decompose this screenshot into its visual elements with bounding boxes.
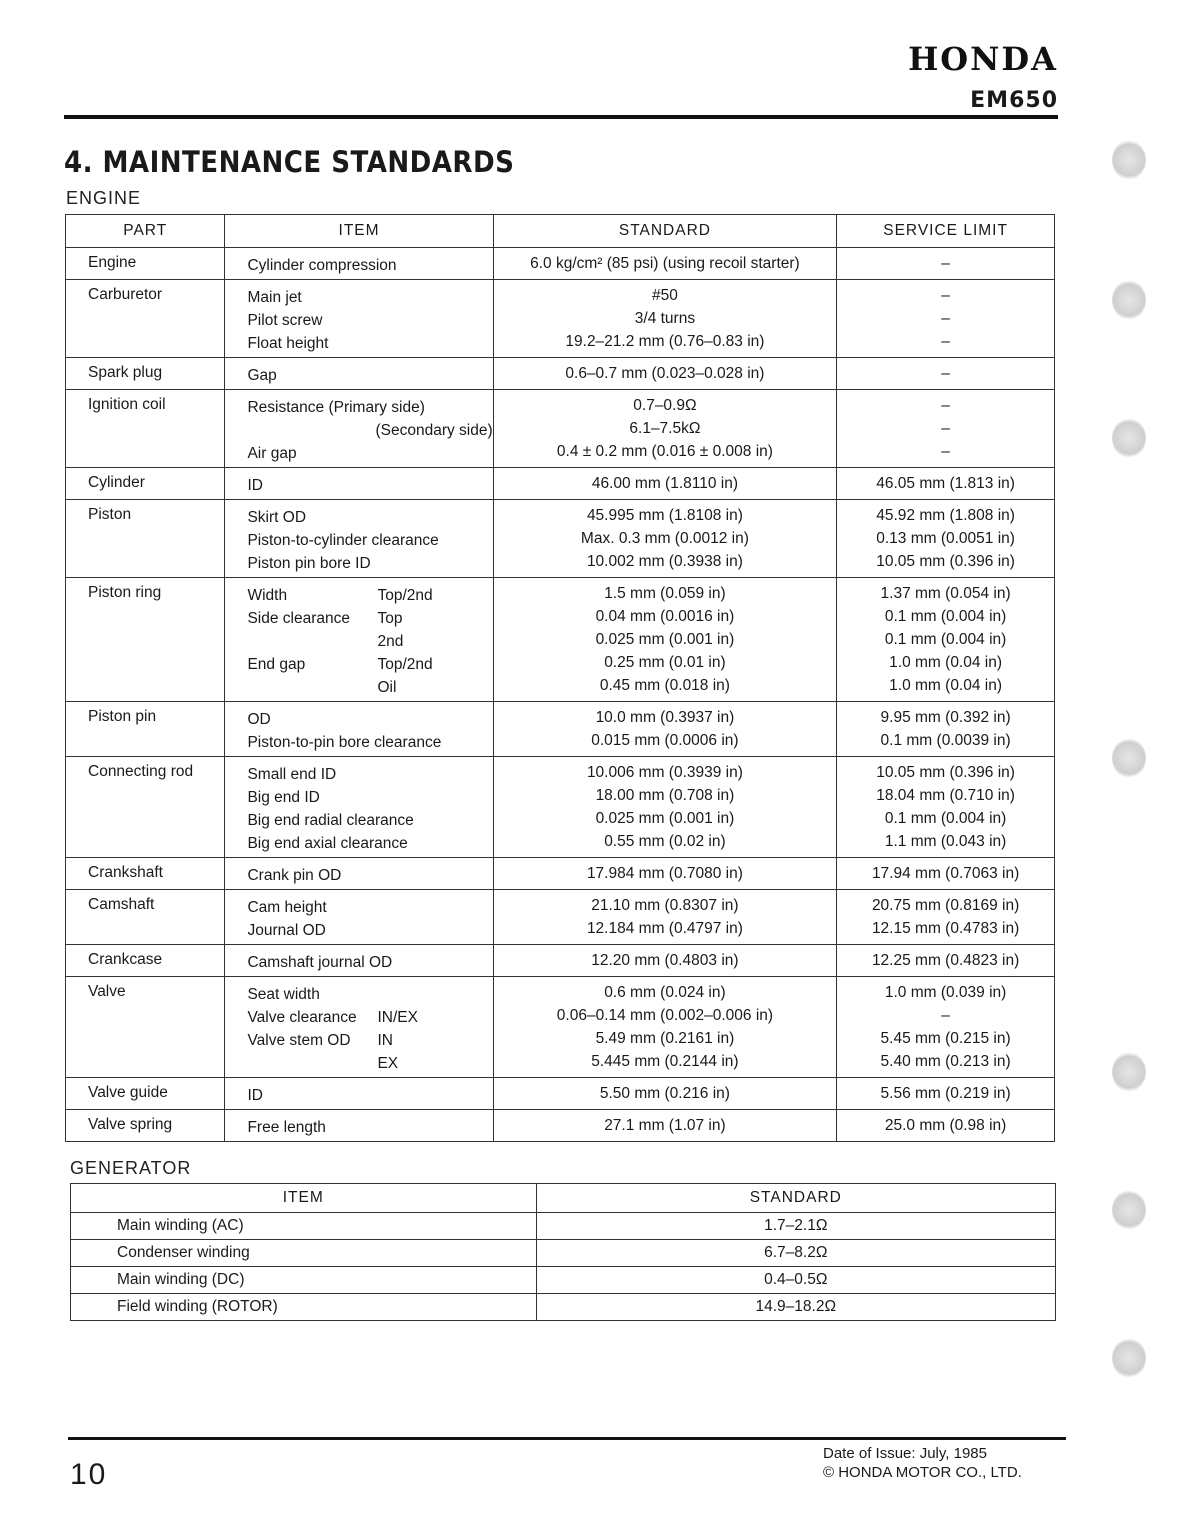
service-limit-value: 17.94 mm (0.7063 in)	[871, 865, 1020, 882]
standard-value: 21.10 mm (0.8307 in)	[591, 897, 739, 914]
table-row	[66, 1078, 1055, 1110]
service-limit-value: 0.13 mm (0.0051 in)	[876, 530, 1015, 547]
part-cell	[66, 757, 225, 858]
binder-hole	[1112, 1338, 1146, 1378]
generator-section-label: GENERATOR	[70, 1158, 192, 1178]
service-limit-value: 0.1 mm (0.004 in)	[884, 631, 1007, 648]
gen-col-header-standard: STANDARD	[536, 1184, 1055, 1213]
standard-cell	[493, 390, 837, 468]
col-header-part: PART	[66, 215, 225, 248]
engine-header-row	[66, 215, 1055, 248]
model-name: EM650	[970, 88, 1058, 113]
item-cell	[225, 858, 493, 890]
gen-standard-cell: 6.7–8.2Ω	[536, 1240, 1055, 1267]
item-line	[247, 442, 492, 465]
part-name: Piston ring	[88, 584, 162, 601]
service-limit-value: 10.05 mm (0.396 in)	[876, 553, 1015, 570]
item-sublabel: Top	[377, 610, 403, 627]
service-limit-value: –	[941, 365, 950, 382]
item-label: Air gap	[247, 445, 297, 462]
standard-value: 0.06–0.14 mm (0.002–0.006 in)	[556, 1007, 774, 1024]
table-row	[71, 1240, 1056, 1267]
part-cell	[66, 358, 225, 390]
header-rule	[64, 115, 1058, 119]
item-label: Big end radial clearance	[247, 812, 414, 829]
engine-table	[65, 214, 1055, 1142]
part-cell	[66, 578, 225, 702]
item-label: End gap	[247, 656, 306, 673]
standard-cell	[493, 248, 837, 280]
service-limit-value: –	[941, 420, 950, 437]
service-limit-value: 46.05 mm (1.813 in)	[876, 475, 1015, 492]
item-label: Seat width	[247, 986, 320, 1003]
binder-hole	[1112, 418, 1146, 458]
binder-hole	[1112, 738, 1146, 778]
item-line	[247, 254, 492, 277]
item-sublabel: EX	[377, 1055, 399, 1072]
item-sublabel: Oil	[377, 679, 397, 696]
item-sublabel: Top/2nd	[377, 587, 433, 604]
item-line	[247, 708, 492, 731]
table-row	[66, 468, 1055, 500]
item-label: Journal OD	[247, 922, 326, 939]
item-cell	[225, 248, 493, 280]
item-line	[247, 653, 492, 676]
standard-cell	[493, 858, 837, 890]
item-line	[247, 919, 492, 942]
part-name: Valve	[88, 983, 126, 1000]
item-cell	[225, 1110, 493, 1142]
standard-value: 0.25 mm (0.01 in)	[604, 654, 726, 671]
gen-col-header-item: ITEM	[71, 1184, 537, 1213]
item-cell	[225, 1078, 493, 1110]
item-cell	[225, 977, 493, 1078]
table-row	[71, 1213, 1056, 1240]
issue-date: Date of Issue: July, 1985	[823, 1445, 987, 1462]
service-limit-value: 12.25 mm (0.4823 in)	[871, 952, 1020, 969]
standard-value: 5.49 mm (0.2161 in)	[595, 1030, 735, 1047]
item-cell	[225, 390, 493, 468]
gen-standard-cell: 0.4–0.5Ω	[536, 1267, 1055, 1294]
standard-cell	[493, 358, 837, 390]
item-label: ID	[247, 477, 263, 494]
item-cell	[225, 358, 493, 390]
standard-value: 0.6–0.7 mm (0.023–0.028 in)	[565, 365, 765, 382]
issue-info	[823, 1444, 1022, 1482]
item-line	[247, 396, 492, 419]
item-line	[247, 1052, 492, 1075]
service-limit-value: 0.1 mm (0.004 in)	[884, 608, 1007, 625]
standard-value: 45.995 mm (1.8108 in)	[586, 507, 743, 524]
item-line	[247, 832, 492, 855]
generator-header-row	[71, 1184, 1056, 1213]
service-limit-value: –	[941, 397, 950, 414]
standard-cell	[493, 977, 837, 1078]
item-label: ID	[247, 1087, 263, 1104]
standard-value: 12.20 mm (0.4803 in)	[591, 952, 739, 969]
table-row	[66, 358, 1055, 390]
item-line	[247, 1029, 492, 1052]
standard-value: 0.7–0.9Ω	[633, 397, 697, 414]
table-row	[66, 945, 1055, 977]
standard-value: 17.984 mm (0.7080 in)	[586, 865, 743, 882]
item-line	[247, 951, 492, 974]
item-cell	[225, 757, 493, 858]
part-cell	[66, 858, 225, 890]
service-limit-value: –	[941, 333, 950, 350]
standard-value: #50	[651, 287, 678, 304]
standard-cell	[493, 702, 837, 757]
item-line	[247, 630, 492, 653]
part-cell	[66, 945, 225, 977]
standard-cell	[493, 468, 837, 500]
item-label: (Secondary side)	[375, 422, 493, 439]
item-line	[247, 286, 492, 309]
service-limit-value: 45.92 mm (1.808 in)	[876, 507, 1015, 524]
standard-value: 46.00 mm (1.8110 in)	[591, 475, 739, 492]
part-cell	[66, 468, 225, 500]
item-label: Width	[247, 587, 288, 604]
item-line	[247, 809, 492, 832]
standard-value: 3/4 turns	[634, 310, 696, 327]
part-cell	[66, 890, 225, 945]
standard-value: 0.45 mm (0.018 in)	[599, 677, 730, 694]
item-line	[247, 1006, 492, 1029]
item-label: Big end axial clearance	[247, 835, 408, 852]
table-row	[66, 757, 1055, 858]
item-line	[247, 506, 492, 529]
item-label: Piston pin bore ID	[247, 555, 371, 572]
service-limit-cell	[837, 757, 1055, 858]
item-cell	[225, 468, 493, 500]
part-name: Crankshaft	[88, 864, 163, 881]
standard-value: 0.55 mm (0.02 in)	[604, 833, 726, 850]
item-label: Main jet	[247, 289, 302, 306]
item-sublabel: IN	[377, 1032, 393, 1049]
table-row	[66, 858, 1055, 890]
footer-rule	[68, 1437, 1066, 1440]
part-name: Engine	[88, 254, 137, 271]
item-label: Resistance (Primary side)	[247, 399, 425, 416]
item-label: Valve stem OD	[247, 1032, 351, 1049]
part-name: Cylinder	[88, 474, 145, 491]
table-row	[66, 280, 1055, 358]
part-name: Spark plug	[88, 364, 163, 381]
table-row	[66, 1110, 1055, 1142]
service-limit-cell	[837, 1078, 1055, 1110]
service-limit-value: –	[941, 255, 950, 272]
item-cell	[225, 702, 493, 757]
service-limit-value: 5.40 mm (0.213 in)	[880, 1053, 1011, 1070]
col-header-standard: STANDARD	[493, 215, 837, 248]
item-sublabel: IN/EX	[377, 1009, 418, 1026]
item-line	[247, 474, 492, 497]
binder-hole	[1112, 140, 1146, 180]
item-label: Big end ID	[247, 789, 320, 806]
copyright: © HONDA MOTOR CO., LTD.	[823, 1464, 1022, 1481]
part-cell	[66, 500, 225, 578]
item-cell	[225, 500, 493, 578]
table-row	[66, 390, 1055, 468]
engine-section-label: ENGINE	[66, 188, 142, 208]
item-label: Side clearance	[247, 610, 351, 627]
table-row	[71, 1294, 1056, 1321]
item-line	[247, 763, 492, 786]
item-label: Cylinder compression	[247, 257, 397, 274]
standard-value: 0.015 mm (0.0006 in)	[591, 732, 739, 749]
item-line	[247, 332, 492, 355]
standard-cell	[493, 1110, 837, 1142]
binder-hole	[1112, 280, 1146, 320]
item-line	[247, 419, 492, 442]
part-name: Valve spring	[88, 1116, 173, 1133]
standard-cell	[493, 757, 837, 858]
part-name: Connecting rod	[88, 763, 194, 780]
item-label: Skirt OD	[247, 509, 307, 526]
part-cell	[66, 390, 225, 468]
standard-value: 19.2–21.2 mm (0.76–0.83 in)	[565, 333, 765, 350]
item-line	[247, 896, 492, 919]
standard-value: 10.002 mm (0.3938 in)	[586, 553, 743, 570]
item-line	[247, 364, 492, 387]
part-cell	[66, 1078, 225, 1110]
item-line	[247, 786, 492, 809]
item-line	[247, 529, 492, 552]
service-limit-value: 18.04 mm (0.710 in)	[876, 787, 1015, 804]
table-row	[66, 248, 1055, 280]
gen-item-cell: Field winding (ROTOR)	[71, 1294, 537, 1321]
standard-value: 27.1 mm (1.07 in)	[604, 1117, 726, 1134]
part-name: Carburetor	[88, 286, 163, 303]
service-limit-value: 1.0 mm (0.04 in)	[889, 677, 1003, 694]
item-label: OD	[247, 711, 271, 728]
table-row	[66, 890, 1055, 945]
item-line	[247, 864, 492, 887]
standard-value: 5.50 mm (0.216 in)	[599, 1085, 730, 1102]
col-header-item: ITEM	[225, 215, 493, 248]
brand-logo: HONDA	[908, 40, 1058, 78]
gen-item-cell: Condenser winding	[71, 1240, 537, 1267]
table-row	[71, 1267, 1056, 1294]
service-limit-value: 10.05 mm (0.396 in)	[876, 764, 1015, 781]
item-line	[247, 676, 492, 699]
service-limit-cell	[837, 858, 1055, 890]
service-limit-value: 25.0 mm (0.98 in)	[884, 1117, 1007, 1134]
standard-value: 18.00 mm (0.708 in)	[595, 787, 735, 804]
item-label: Piston-to-cylinder clearance	[247, 532, 439, 549]
table-row	[66, 578, 1055, 702]
gen-item-cell: Main winding (AC)	[71, 1213, 537, 1240]
standard-value: 0.6 mm (0.024 in)	[604, 984, 726, 1001]
item-sublabel: Top/2nd	[377, 656, 433, 673]
table-row	[66, 977, 1055, 1078]
standard-value: 6.1–7.5kΩ	[629, 420, 701, 437]
binder-hole	[1112, 1052, 1146, 1092]
item-label: Piston-to-pin bore clearance	[247, 734, 442, 751]
standard-value: 0.025 mm (0.001 in)	[595, 631, 735, 648]
gen-item-cell: Main winding (DC)	[71, 1267, 537, 1294]
page-title: 4. MAINTENANCE STANDARDS	[64, 145, 515, 179]
standard-cell	[493, 578, 837, 702]
item-sublabel: 2nd	[377, 633, 404, 650]
item-label: Gap	[247, 367, 277, 384]
binder-hole	[1112, 1190, 1146, 1230]
item-label: Free length	[247, 1119, 326, 1136]
part-name: Crankcase	[88, 951, 163, 968]
gen-standard-cell: 1.7–2.1Ω	[536, 1213, 1055, 1240]
item-label: Small end ID	[247, 766, 337, 783]
part-name: Valve guide	[88, 1084, 168, 1101]
standard-cell	[493, 1078, 837, 1110]
service-limit-cell	[837, 248, 1055, 280]
generator-table	[70, 1183, 1056, 1321]
engine-table-body	[66, 248, 1055, 1142]
service-limit-value: –	[941, 310, 950, 327]
part-name: Ignition coil	[88, 396, 166, 413]
part-cell	[66, 248, 225, 280]
service-limit-cell	[837, 578, 1055, 702]
service-limit-value: 5.56 mm (0.219 in)	[880, 1085, 1011, 1102]
service-limit-value: 1.37 mm (0.054 in)	[880, 585, 1011, 602]
item-line	[247, 1084, 492, 1107]
standard-cell	[493, 945, 837, 977]
item-line	[247, 584, 492, 607]
service-limit-value: 0.1 mm (0.004 in)	[884, 810, 1007, 827]
service-limit-cell	[837, 390, 1055, 468]
part-name: Camshaft	[88, 896, 155, 913]
service-limit-cell	[837, 468, 1055, 500]
table-row	[66, 702, 1055, 757]
standard-value: 6.0 kg/cm² (85 psi) (using recoil starter)	[530, 255, 800, 272]
standard-value: 5.445 mm (0.2144 in)	[591, 1053, 739, 1070]
item-line	[247, 552, 492, 575]
service-limit-value: 1.0 mm (0.039 in)	[884, 984, 1007, 1001]
item-cell	[225, 578, 493, 702]
gen-standard-cell: 14.9–18.2Ω	[536, 1294, 1055, 1321]
table-row	[66, 500, 1055, 578]
service-limit-cell	[837, 945, 1055, 977]
standard-value: 12.184 mm (0.4797 in)	[586, 920, 743, 937]
standard-value: 10.006 mm (0.3939 in)	[586, 764, 743, 781]
item-line	[247, 731, 492, 754]
item-line	[247, 983, 492, 1006]
part-cell	[66, 1110, 225, 1142]
service-limit-cell	[837, 280, 1055, 358]
service-limit-value: 0.1 mm (0.0039 in)	[880, 732, 1011, 749]
part-cell	[66, 702, 225, 757]
item-label: Float height	[247, 335, 329, 352]
service-limit-cell	[837, 500, 1055, 578]
item-cell	[225, 280, 493, 358]
item-cell	[225, 945, 493, 977]
service-limit-cell	[837, 890, 1055, 945]
standard-cell	[493, 280, 837, 358]
standard-value: 10.0 mm (0.3937 in)	[595, 709, 735, 726]
service-limit-value: 9.95 mm (0.392 in)	[880, 709, 1011, 726]
service-limit-value: 1.0 mm (0.04 in)	[889, 654, 1003, 671]
page-number: 10	[70, 1458, 108, 1491]
standard-cell	[493, 890, 837, 945]
service-limit-value: 20.75 mm (0.8169 in)	[871, 897, 1020, 914]
item-label: Cam height	[247, 899, 327, 916]
item-line	[247, 309, 492, 332]
item-label: Crank pin OD	[247, 867, 342, 884]
part-cell	[66, 280, 225, 358]
standard-value: 0.4 ± 0.2 mm (0.016 ± 0.008 in)	[556, 443, 773, 460]
part-name: Piston pin	[88, 708, 157, 725]
service-limit-value: 12.15 mm (0.4783 in)	[871, 920, 1020, 937]
service-limit-cell	[837, 702, 1055, 757]
standard-value: 0.04 mm (0.0016 in)	[595, 608, 735, 625]
part-cell	[66, 977, 225, 1078]
service-limit-cell	[837, 977, 1055, 1078]
brand-header	[908, 40, 1058, 113]
standard-value: 0.025 mm (0.001 in)	[595, 810, 735, 827]
service-limit-value: –	[941, 1007, 950, 1024]
item-line	[247, 1116, 492, 1139]
standard-value: Max. 0.3 mm (0.0012 in)	[580, 530, 749, 547]
item-label: Valve clearance	[247, 1009, 357, 1026]
service-limit-value: –	[941, 287, 950, 304]
service-limit-cell	[837, 1110, 1055, 1142]
service-limit-value: –	[941, 443, 950, 460]
standard-cell	[493, 500, 837, 578]
service-limit-value: 1.1 mm (0.043 in)	[884, 833, 1007, 850]
item-line	[247, 607, 492, 630]
standard-value: 1.5 mm (0.059 in)	[604, 585, 726, 602]
item-cell	[225, 890, 493, 945]
service-limit-cell	[837, 358, 1055, 390]
generator-table-body	[71, 1213, 1056, 1321]
item-label: Camshaft journal OD	[247, 954, 393, 971]
col-header-service-limit: SERVICE LIMIT	[837, 215, 1055, 248]
item-label: Pilot screw	[247, 312, 323, 329]
service-limit-value: 5.45 mm (0.215 in)	[880, 1030, 1011, 1047]
part-name: Piston	[88, 506, 132, 523]
